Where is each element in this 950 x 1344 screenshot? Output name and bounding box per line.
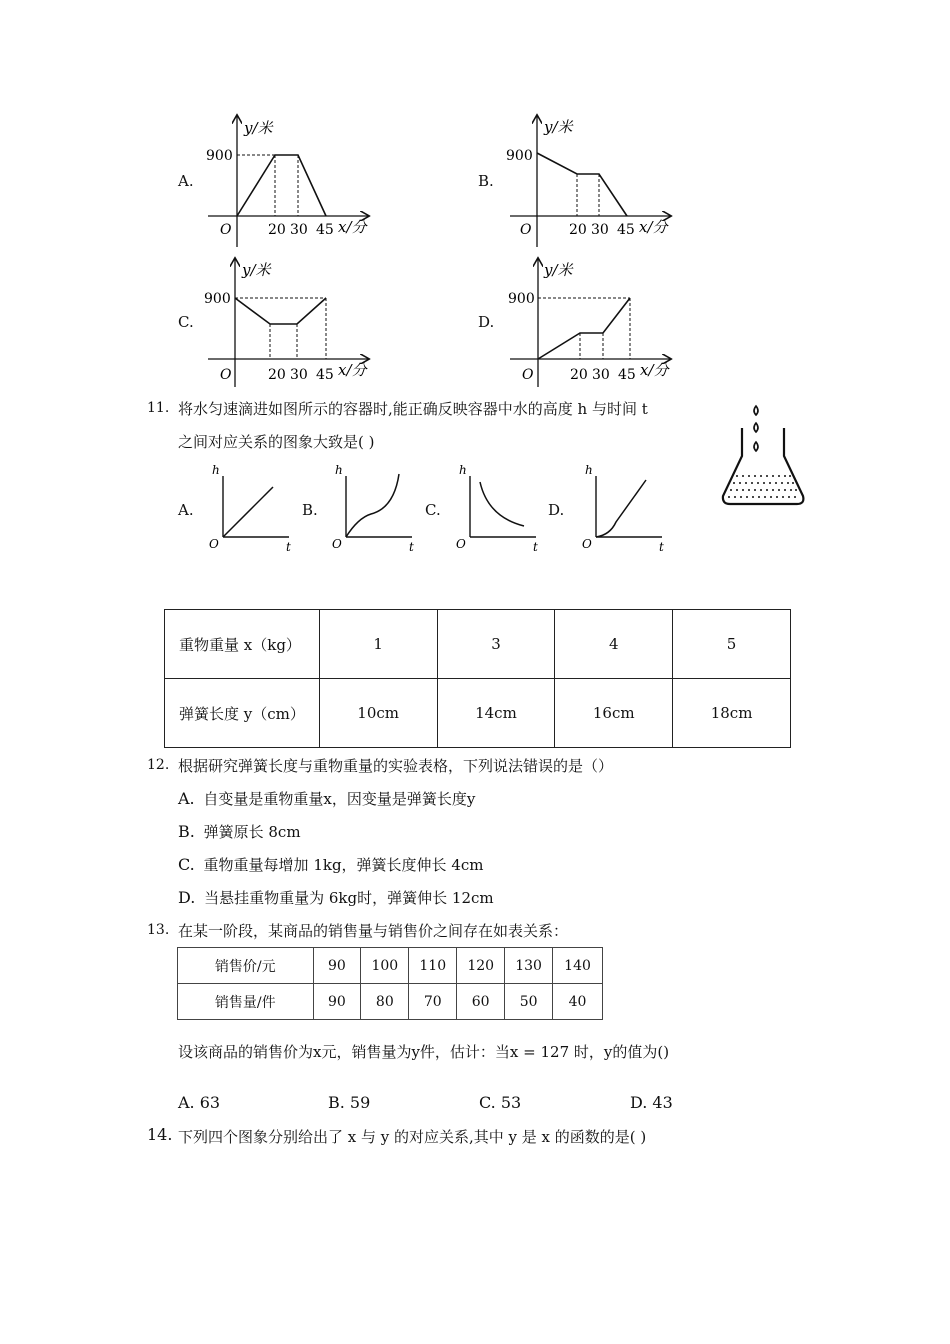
- table-cell: 70: [409, 984, 457, 1020]
- q13-stem: 在某一阶段，某商品的销售量与销售价之间存在如表关系：: [178, 922, 569, 940]
- q10-a-xlabel: x/分: [338, 218, 367, 236]
- q10-b-xtick-1: 20: [569, 222, 587, 238]
- table-header-weight: 重物重量 x（kg）: [165, 610, 320, 679]
- table-header-length: 弹簧长度 y（cm）: [165, 679, 320, 748]
- q12-option-d-text: 当悬挂重物重量为 6kg时，弹簧伸长 12cm: [204, 889, 494, 907]
- q11-number: 11.: [147, 400, 170, 416]
- q10-d-origin: O: [522, 367, 534, 383]
- q10-a-xtick-1: 20: [268, 222, 286, 238]
- q10-c-polyline: [235, 298, 326, 324]
- q10-b-xtick-2: 30: [591, 222, 609, 238]
- table-cell: 14cm: [437, 679, 555, 748]
- q10-option-a-label[interactable]: A.: [178, 172, 194, 190]
- q10-b-xlabel: x/分: [639, 218, 668, 236]
- flask-figure: [715, 398, 810, 510]
- q12-option-d-label: D.: [178, 888, 196, 907]
- q12-option-b-label: B.: [178, 822, 195, 841]
- q10-c-xtick-1: 20: [268, 367, 286, 383]
- table-cell: 100: [361, 948, 409, 984]
- table-cell: 18cm: [673, 679, 791, 748]
- q10-graph-b: [500, 112, 690, 250]
- q10-a-polyline: [237, 155, 326, 216]
- q10-c-xlabel: x/分: [338, 361, 367, 379]
- q10-c-ylabel: y/米: [242, 261, 271, 279]
- table-cell: 10cm: [319, 679, 437, 748]
- table-cell: 140: [553, 948, 603, 984]
- q11-option-c-label[interactable]: C.: [425, 501, 441, 519]
- table-cell: 120: [457, 948, 505, 984]
- q11-graph-c: [450, 462, 545, 554]
- q11-d-t: t: [659, 540, 664, 554]
- table-cell: 80: [361, 984, 409, 1020]
- table-cell: 4: [555, 610, 673, 679]
- q12-option-c-text: 重物重量每增加 1kg，弹簧长度伸长 4cm: [203, 856, 484, 874]
- q10-b-polyline: [537, 153, 627, 216]
- q10-c-ytick: 900: [204, 291, 231, 307]
- table-row: [165, 679, 791, 748]
- q11-graph-b: [326, 462, 421, 554]
- q11-d-curve: [596, 480, 646, 537]
- q10-a-origin: O: [220, 222, 232, 238]
- q11-a-t: t: [286, 540, 291, 554]
- q11-line-2: 之间对应关系的图象大致是( ): [178, 433, 375, 451]
- q11-b-curve: [346, 474, 399, 537]
- q12-option-c[interactable]: [178, 854, 484, 875]
- q11-c-curve: [480, 482, 524, 526]
- table-header-price: 销售价/元: [178, 948, 314, 984]
- table-cell: 50: [505, 984, 553, 1020]
- q10-d-xlabel: x/分: [640, 361, 669, 379]
- table-cell: 16cm: [555, 679, 673, 748]
- q10-graph-c: [198, 255, 388, 390]
- q10-c-xtick-2: 30: [290, 367, 308, 383]
- q12-stem: 根据研究弹簧长度与重物重量的实验表格，下列说法错误的是（）: [178, 757, 614, 775]
- q11-a-curve: [223, 487, 273, 537]
- table-cell: 5: [673, 610, 791, 679]
- q11-a-h: h: [212, 463, 220, 477]
- table-row: [178, 948, 603, 984]
- q12-option-a-text: 自变量是重物重量x，因变量是弹簧长度y: [203, 790, 476, 808]
- q10-d-ylabel: y/米: [544, 261, 573, 279]
- q12-number: 12.: [147, 757, 170, 773]
- table-cell: 110: [409, 948, 457, 984]
- q10-b-xtick-3: 45: [617, 222, 635, 238]
- q10-graph-a: [198, 112, 388, 250]
- q11-graph-a: [203, 462, 298, 554]
- q10-d-xtick-3: 45: [618, 367, 636, 383]
- q10-d-ytick: 900: [508, 291, 535, 307]
- q11-b-h: h: [335, 463, 343, 477]
- water-drop-icon: [754, 406, 758, 415]
- q10-b-origin: O: [520, 222, 532, 238]
- q12-option-a-label: A.: [178, 789, 195, 808]
- price-table: [177, 947, 603, 1020]
- q14-stem: 下列四个图象分别给出了 x 与 y 的对应关系,其中 y 是 x 的函数的是( ): [178, 1128, 647, 1146]
- q11-d-h: h: [585, 463, 593, 477]
- q10-a-xtick-3: 45: [316, 222, 334, 238]
- q13-option-d[interactable]: D. 43: [630, 1093, 673, 1112]
- table-cell: 3: [437, 610, 555, 679]
- q11-b-t: t: [409, 540, 414, 554]
- q13-option-b[interactable]: B. 59: [328, 1093, 371, 1112]
- table-cell: 60: [457, 984, 505, 1020]
- q11-c-origin: O: [456, 537, 466, 551]
- q10-b-ylabel: y/米: [544, 118, 573, 136]
- q10-option-b-label[interactable]: B.: [478, 172, 494, 190]
- q10-d-xtick-1: 20: [570, 367, 588, 383]
- q14-number: 14.: [147, 1125, 173, 1144]
- q11-option-a-label[interactable]: A.: [178, 501, 194, 519]
- table-header-volume: 销售量/件: [178, 984, 314, 1020]
- q10-c-xtick-3: 45: [316, 367, 334, 383]
- q10-a-xtick-2: 30: [290, 222, 308, 238]
- q10-c-origin: O: [220, 367, 232, 383]
- q13-number: 13.: [147, 922, 170, 938]
- q10-a-ylabel: y/米: [244, 119, 273, 137]
- q10-d-xtick-2: 30: [592, 367, 610, 383]
- table-cell: 90: [313, 984, 361, 1020]
- q10-graph-d: [500, 255, 690, 390]
- spring-table: [164, 609, 791, 748]
- q11-c-h: h: [459, 463, 467, 477]
- q11-option-d-label[interactable]: D.: [548, 501, 565, 519]
- q11-c-t: t: [533, 540, 538, 554]
- flask-outline: [723, 428, 804, 504]
- table-row: [165, 610, 791, 679]
- q11-option-b-label[interactable]: B.: [302, 501, 318, 519]
- table-cell: 40: [553, 984, 603, 1020]
- q11-b-origin: O: [332, 537, 342, 551]
- q13-question: 设该商品的销售价为x元，销售量为y件，估计：当x = 127 时，y的值为(): [178, 1043, 670, 1061]
- q10-b-ytick: 900: [506, 148, 533, 164]
- q10-d-polyline: [538, 298, 630, 359]
- q11-graph-d: [576, 462, 671, 554]
- table-cell: 90: [313, 948, 361, 984]
- q12-option-d[interactable]: [178, 887, 494, 908]
- q10-a-ytick: 900: [206, 148, 233, 164]
- water-drop-icon: [754, 423, 758, 432]
- q12-option-b-text: 弹簧原长 8cm: [203, 823, 301, 841]
- table-row: [178, 984, 603, 1020]
- q10-option-c-label[interactable]: C.: [178, 313, 194, 331]
- q12-option-a[interactable]: [178, 788, 475, 809]
- q13-option-a[interactable]: A. 63: [178, 1093, 221, 1112]
- q12-option-c-label: C.: [178, 855, 195, 874]
- q11-line-1: 将水匀速滴进如图所示的容器时,能正确反映容器中水的高度 h 与时间 t: [178, 400, 648, 418]
- q13-option-c[interactable]: C. 53: [479, 1093, 522, 1112]
- q11-d-origin: O: [582, 537, 592, 551]
- table-cell: 130: [505, 948, 553, 984]
- q10-option-d-label[interactable]: D.: [478, 313, 495, 331]
- table-cell: 1: [319, 610, 437, 679]
- q12-option-b[interactable]: [178, 821, 301, 842]
- q11-a-origin: O: [209, 537, 219, 551]
- water-drop-icon: [754, 442, 758, 451]
